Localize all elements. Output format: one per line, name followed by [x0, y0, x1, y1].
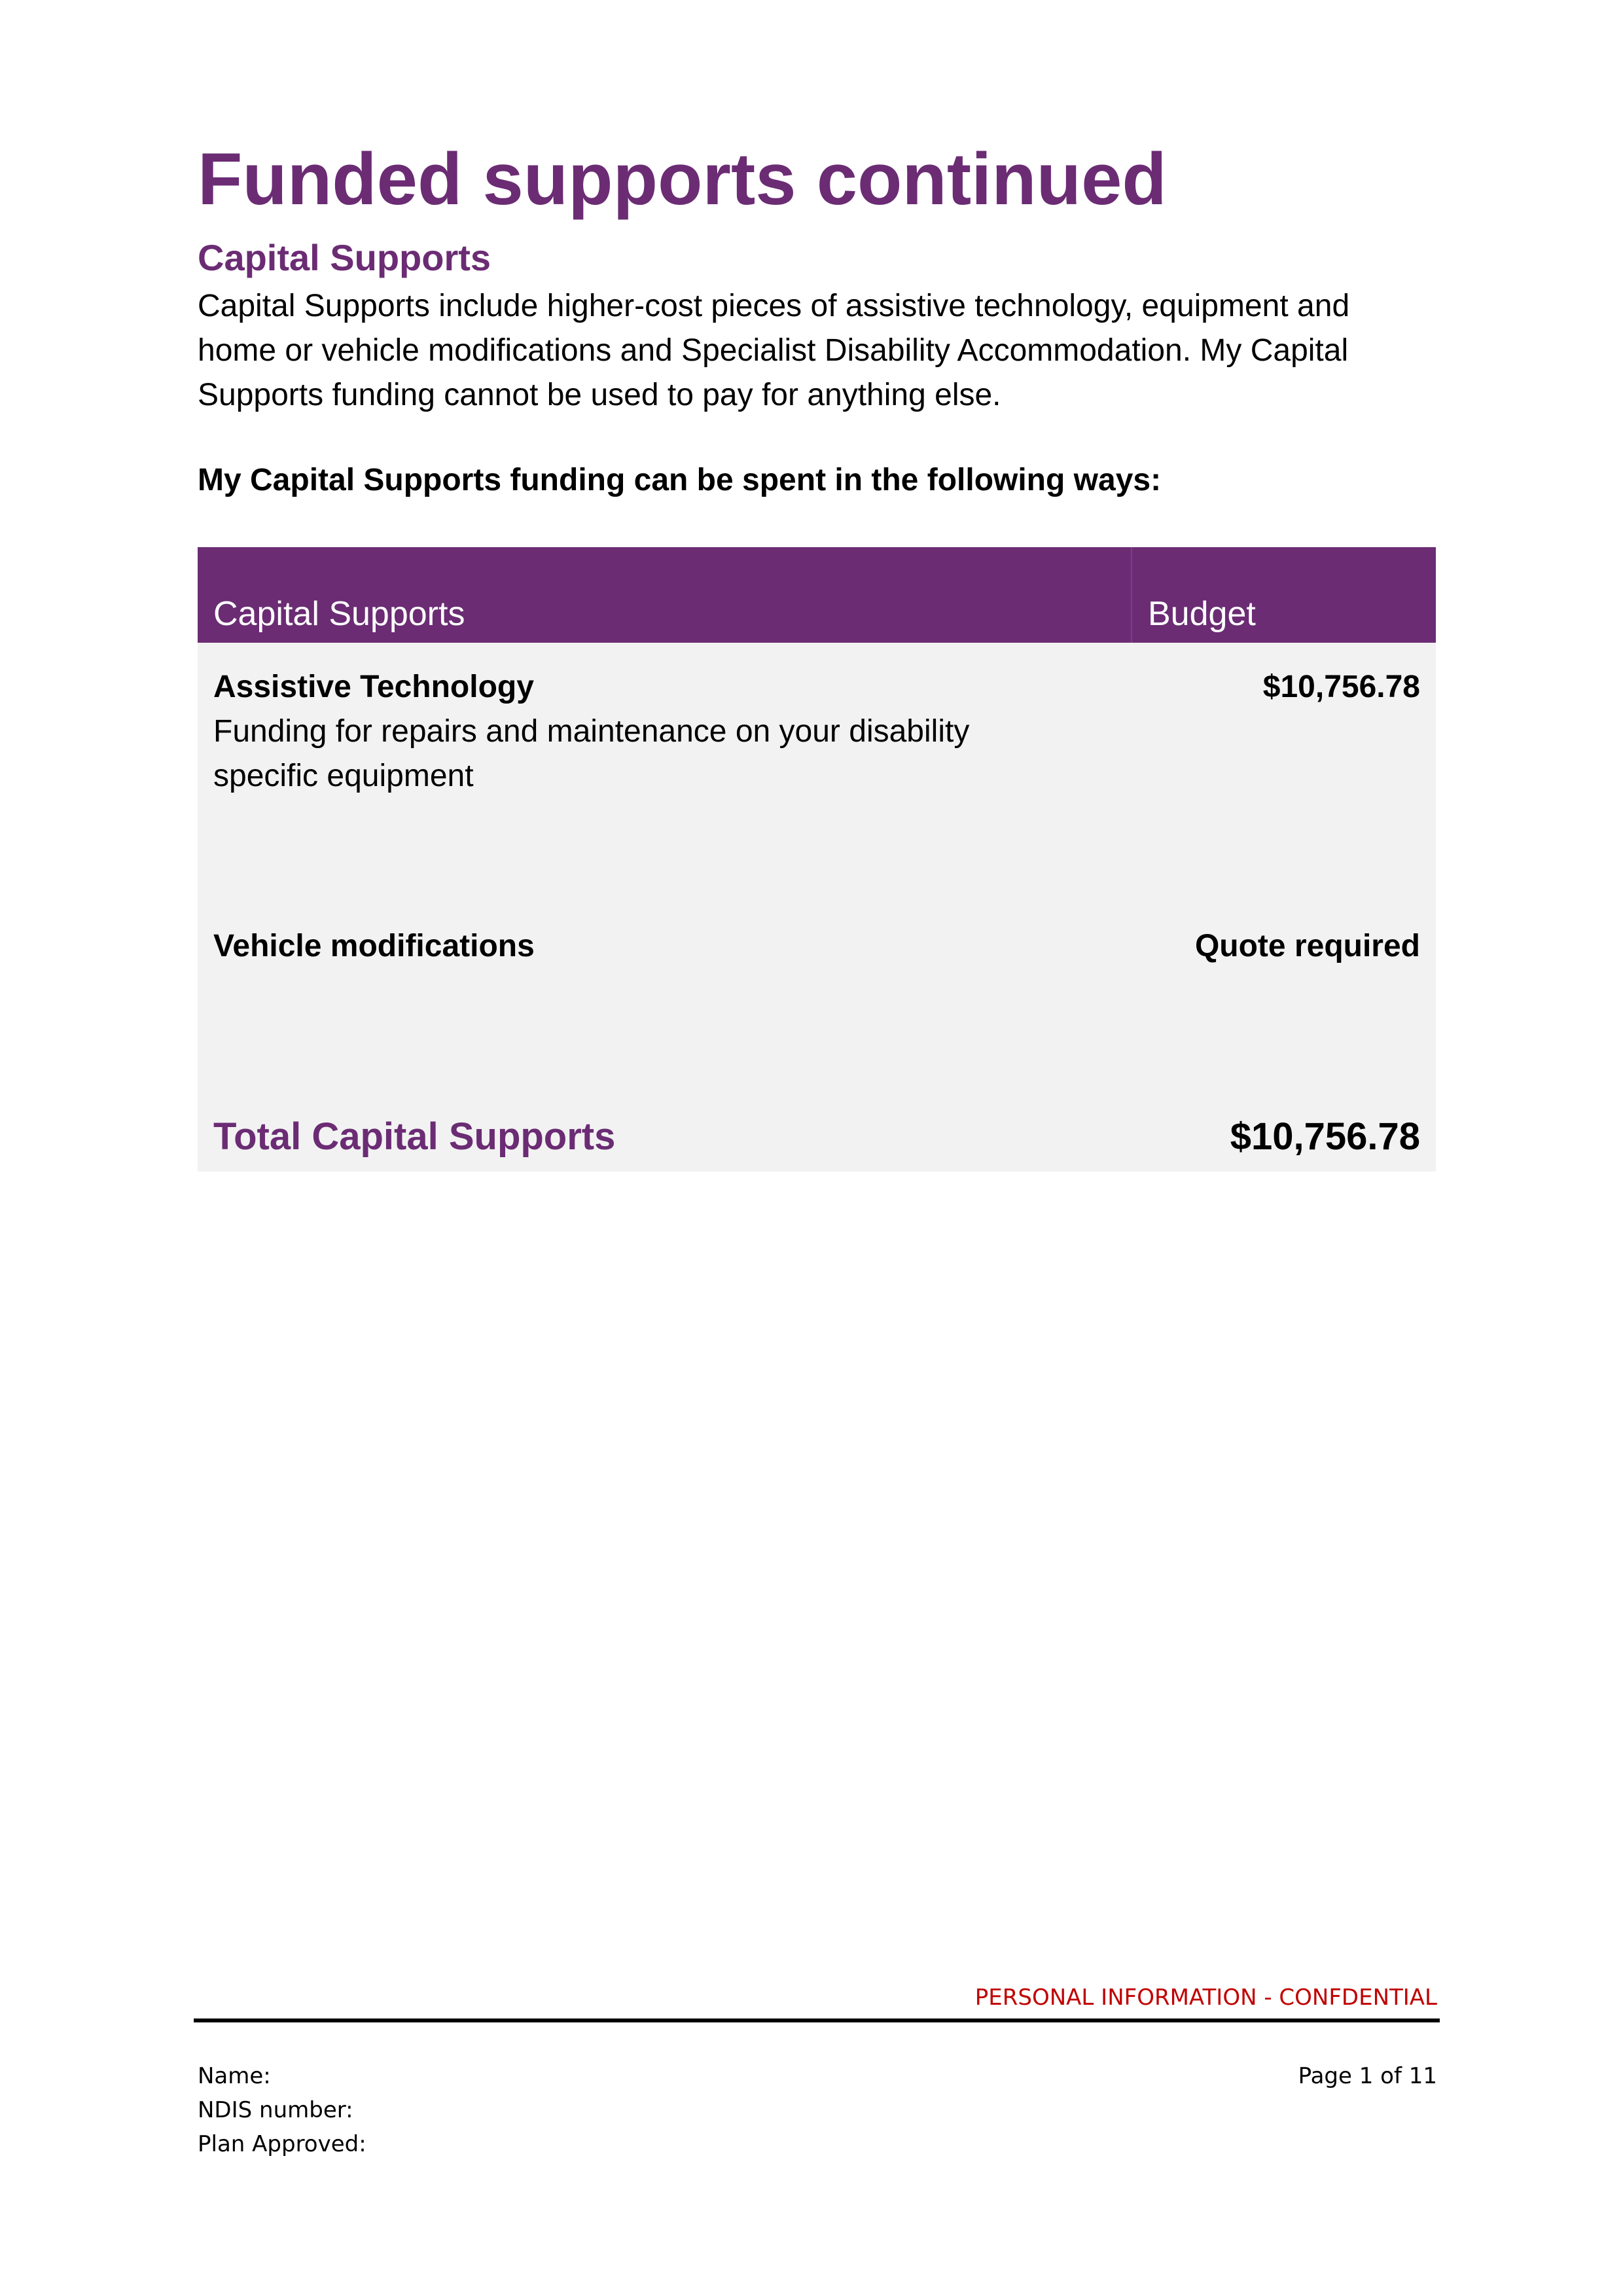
footer-plan-approved-field: Plan Approved:	[198, 2131, 366, 2157]
row-description-line: Funding for repairs and maintenance on your disability	[213, 714, 970, 749]
intro-paragraph	[198, 284, 1441, 418]
footer-fields	[198, 2059, 366, 2161]
footer-ndis-number-field: NDIS number:	[198, 2097, 353, 2123]
page-title: Funded supports continued	[198, 138, 1167, 220]
row-title: Vehicle modifications	[213, 929, 535, 963]
total-label: Total Capital Supports	[213, 1115, 616, 1158]
header-budget: Budget	[1148, 595, 1256, 633]
confidential-notice: PERSONAL INFORMATION - CONFDENTIAL	[974, 1984, 1437, 2011]
row-title: Assistive Technology	[213, 670, 534, 704]
row-description-line: specific equipment	[213, 759, 474, 793]
section-heading: Capital Supports	[198, 237, 491, 278]
row-budget: $10,756.78	[1262, 670, 1420, 704]
header-divider	[1131, 547, 1132, 643]
capital-supports-table	[198, 547, 1436, 1172]
lead-sentence: My Capital Supports funding can be spent in the following ways:	[198, 463, 1162, 497]
intro-line: home or vehicle modifications and Specialist Disability Accommodation. My Capital	[198, 333, 1349, 368]
header-capital-supports: Capital Supports	[213, 595, 465, 633]
intro-line: Capital Supports include higher-cost pieces of assistive technology, equipment and	[198, 289, 1350, 323]
intro-line: Supports funding cannot be used to pay for anything else.	[198, 378, 1001, 412]
table-header-row	[198, 547, 1436, 643]
row-budget: Quote required	[1194, 929, 1420, 963]
page-number: Page 1 of 11	[1298, 2063, 1437, 2089]
total-value: $10,756.78	[1230, 1115, 1420, 1158]
row-description	[213, 709, 1064, 798]
footer-name-field: Name:	[198, 2063, 271, 2089]
footer-divider	[194, 2018, 1440, 2022]
